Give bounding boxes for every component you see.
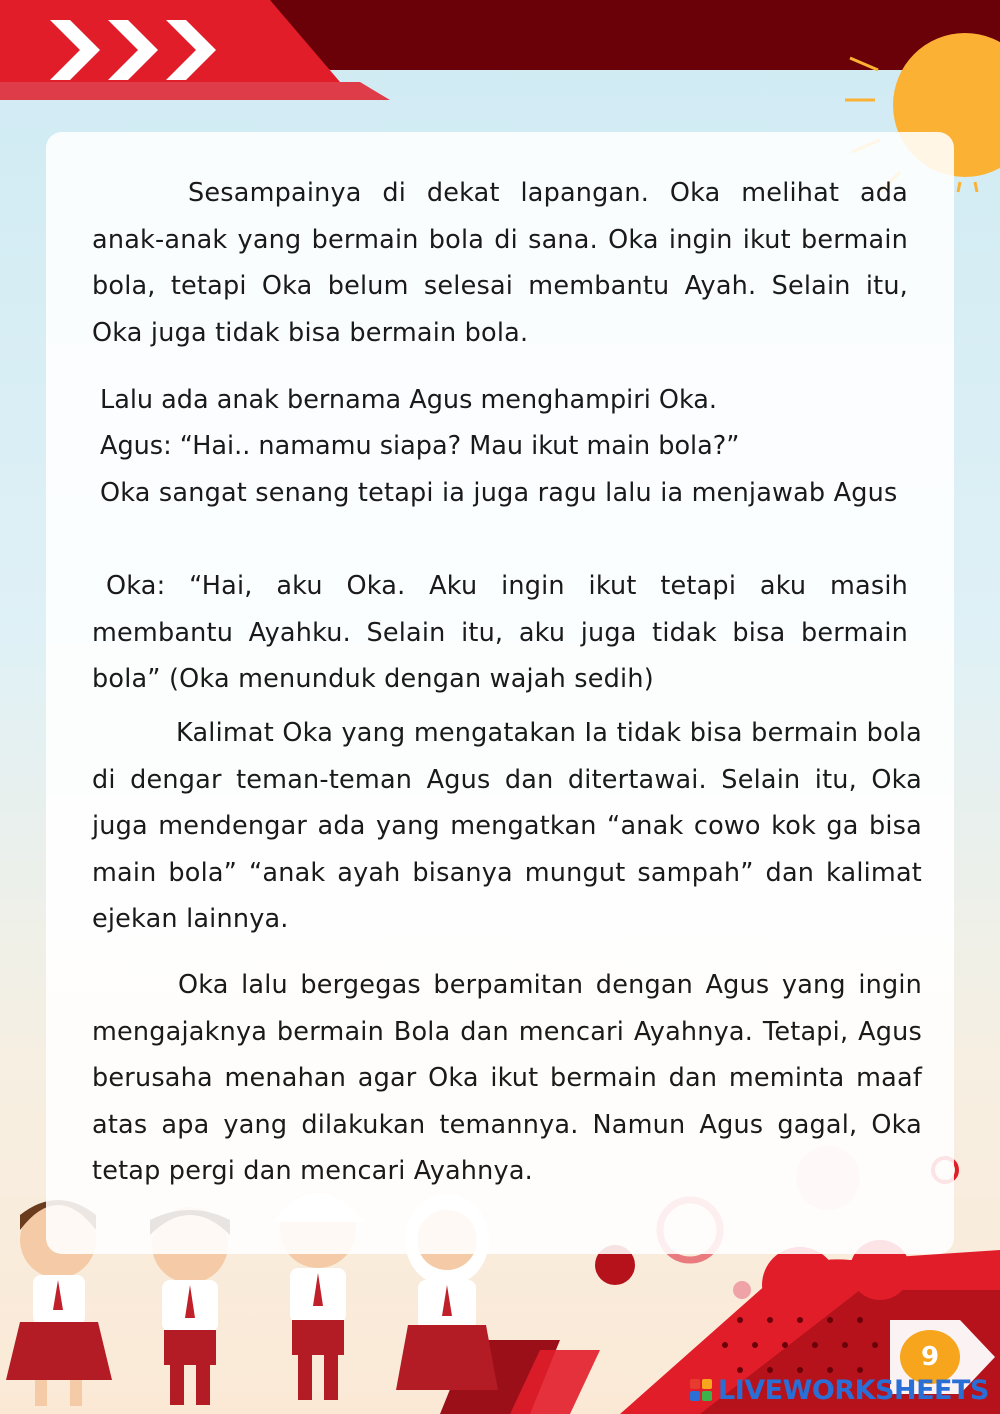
story-paragraph-2: Oka sangat senang tetapi ia juga ragu lalu ia menjawab Agus — [100, 478, 898, 508]
liveworksheets-logo-icon — [690, 1379, 712, 1401]
story-paragraph-4: Oka lalu bergegas berpamitan dengan Agus yang ingin mengajaknya bermain Bola dan mencari Ayahnya. Tetapi, Agus berusaha menahan agar Oka ikut bermain dan meminta maaf atas apa yang dilakukan temannya. Namun Agus gagal, Oka tetap pergi dan mencari Ayahnya. — [92, 970, 922, 1186]
top-banner-strip — [0, 82, 390, 100]
story-paragraph-1: Sesampainya di dekat lapangan. Oka melihat ada anak-anak yang bermain bola di sana. Oka ingin ikut bermain bola, tetapi Oka belum selesai membantu Ayah. Selain itu, Oka juga tidak bisa bermain bola. — [92, 178, 908, 348]
story-dialogue-agus: Agus: “Hai.. namamu siapa? Mau ikut main bola?” — [100, 431, 740, 461]
page-number-badge: 9 — [900, 1330, 960, 1384]
watermark-text: LIVEWORKSHEETS — [718, 1374, 989, 1406]
story-line-agus-approaches: Lalu ada anak bernama Agus menghampiri Oka. — [100, 385, 718, 415]
top-banner-dark — [240, 0, 1000, 70]
liveworksheets-watermark — [690, 1372, 989, 1408]
story-dialogue-oka: Oka: “Hai, aku Oka. Aku ingin ikut tetapi aku masih membantu Ayahku. Selain itu, aku juga tidak bisa bermain bola” (Oka menunduk dengan wajah sedih) — [92, 571, 908, 694]
story-paragraph-3: Kalimat Oka yang mengatakan Ia tidak bisa bermain bola di dengar teman-teman Agus dan ditertawai. Selain itu, Oka juga mendengar ada yang mengatkan “anak cowo kok ga bisa main bola” “anak ayah bisanya mungut sampah” dan kalimat ejekan lainnya. — [92, 718, 922, 934]
